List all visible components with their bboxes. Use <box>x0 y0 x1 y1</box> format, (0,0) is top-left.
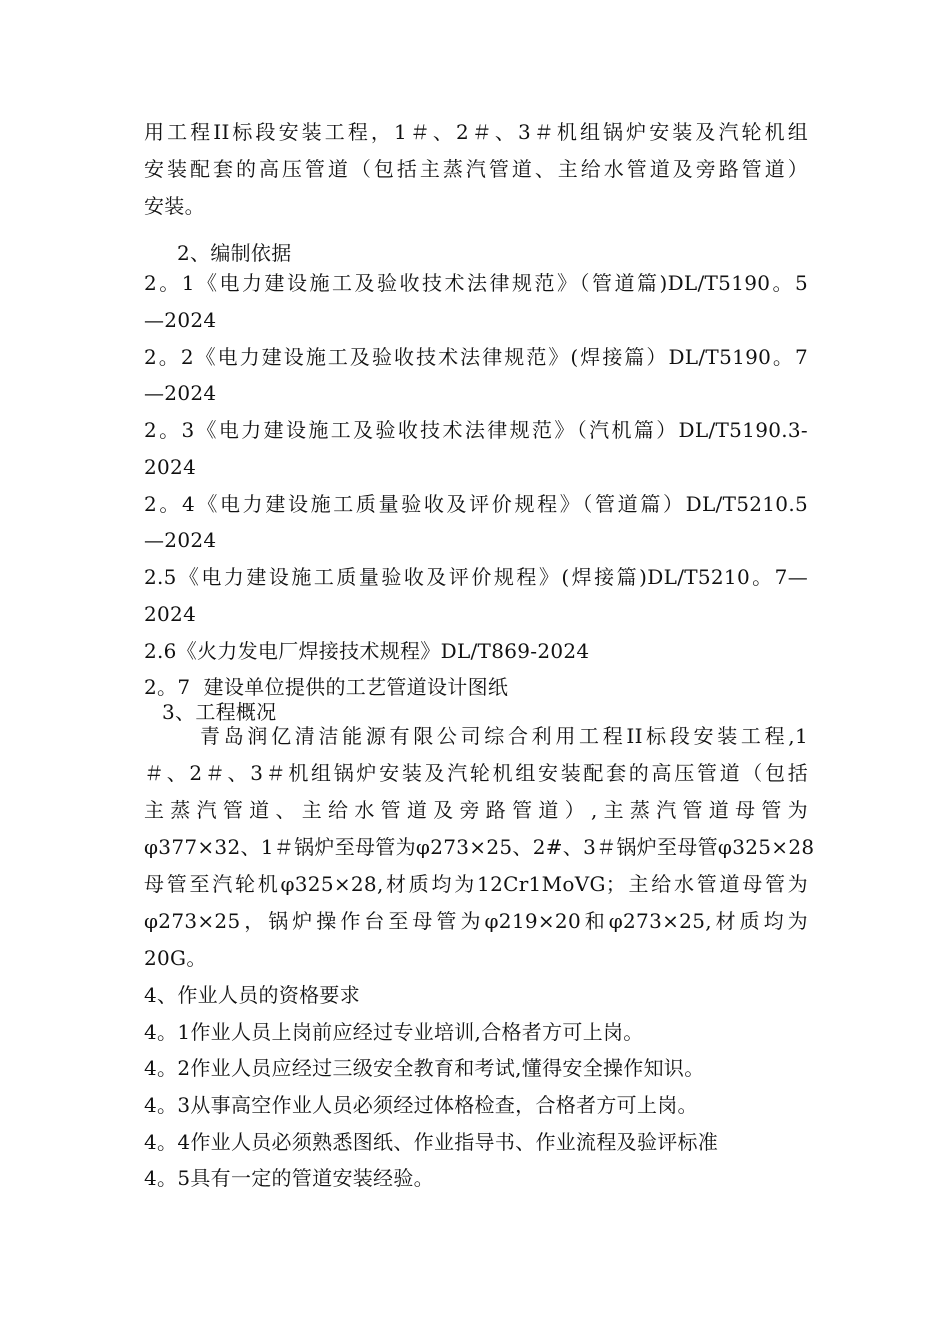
section-3-line-7: 20G。 <box>144 946 207 970</box>
section-4-item-1: 4。1作业人员上岗前应经过专业培训,合格者方可上岗。 <box>144 1020 644 1044</box>
section-2-item-6: 2.6《火力发电厂焊接技术规程》DL/T869-2024 <box>144 639 590 663</box>
intro-line-2: 安装配套的高压管道（包括主蒸汽管道、主给水管道及旁路管道） <box>144 157 808 181</box>
section-2-item-3-cont: 2024 <box>144 455 197 479</box>
section-3-line-6: φ273×25，锅炉操作台至母管为φ219×20和φ273×25,材质均为 <box>144 909 808 933</box>
section-2-item-2-cont: —2024 <box>144 381 217 405</box>
section-3-line-5: 母管至汽轮机φ325×28,材质均为12Cr1MoVG；主给水管道母管为 <box>144 872 808 896</box>
section-4-item-5: 4。5具有一定的管道安装经验。 <box>144 1166 434 1190</box>
section-2-item-4-cont: —2024 <box>144 528 217 552</box>
section-2-item-2: 2。2《电力建设施工及验收技术法律规范》(焊接篇）DL/T5190。7 <box>144 345 808 369</box>
section-4-item-4: 4。4作业人员必须熟悉图纸、作业指导书、作业流程及验评标准 <box>144 1130 719 1154</box>
section-2-item-1-cont: —2024 <box>144 308 217 332</box>
section-3-line-3: 主蒸汽管道、主给水管道及旁路管道）,主蒸汽管道母管为 <box>144 798 808 822</box>
section-2-item-5-cont: 2024 <box>144 602 197 626</box>
section-2-item-3: 2。3《电力建设施工及验收技术法律规范》（汽机篇）DL/T5190.3- <box>144 418 808 442</box>
intro-line-1: 用工程II标段安装工程，1＃、2＃、3＃机组锅炉安装及汽轮机组 <box>144 120 808 144</box>
intro-line-3: 安装。 <box>144 194 205 218</box>
section-3-line-2: ＃、2＃、3＃机组锅炉安装及汽轮机组安装配套的高压管道（包括 <box>144 761 808 785</box>
section-2-item-5: 2.5《电力建设施工质量验收及评价规程》(焊接篇)DL/T5210。7— <box>144 565 808 589</box>
section-4-heading: 4、作业人员的资格要求 <box>144 983 361 1007</box>
section-2-heading: 2、编制依据 <box>177 241 292 265</box>
section-2-item-4: 2。4《电力建设施工质量验收及评价规程》（管道篇）DL/T5210.5 <box>144 492 808 516</box>
section-4-item-2: 4。2作业人员应经过三级安全教育和考试,懂得安全操作知识。 <box>144 1056 705 1080</box>
section-4-item-3: 4。3从事高空作业人员必须经过体格检查，合格者方可上岗。 <box>144 1093 698 1117</box>
section-3-line-1: 青岛润亿清洁能源有限公司综合利用工程II标段安装工程,1 <box>200 724 808 748</box>
section-3-heading: 3、工程概况 <box>162 700 277 724</box>
section-2-item-7: 2。7 建设单位提供的工艺管道设计图纸 <box>144 675 509 699</box>
section-3-line-4: φ377×32、1＃锅炉至母管为φ273×25、2#、3＃锅炉至母管φ325×28 <box>144 835 815 859</box>
section-2-item-1: 2。1《电力建设施工及验收技术法律规范》（管道篇)DL/T5190。5 <box>144 271 808 295</box>
